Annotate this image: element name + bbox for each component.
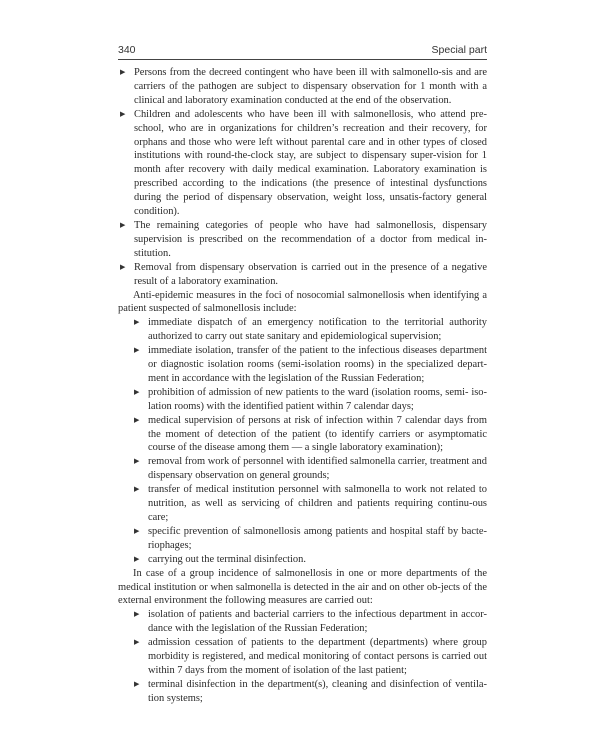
list-item: ▶ isolation of patients and bacterial carriers to the infectious department in accor-dance with the legislation of the Russian Federation; [134,609,487,635]
running-header [118,44,487,56]
bullet-triangle-icon: ▶ [134,610,140,619]
bullet-triangle-icon: ▶ [134,415,140,424]
list-item: ▶ specific prevention of salmonellosis among patients and hospital staff by bacte-riophages; [134,525,487,551]
bullet-triangle-icon: ▶ [134,554,140,563]
section-title: Special part [431,44,487,56]
bullet-triangle-icon: ▶ [120,109,126,118]
list-item: ▶ immediate isolation, transfer of the patient to the infectious diseases department or diagnostic isolation rooms (semi-isolation rooms) in the specialized depart-ment in accordance with the legislation of the Russian Federation; [134,345,487,384]
list-item: ▶ prohibition of admission of new patients to the ward (isolation rooms, semi- iso-lation rooms) with the identified patient within 7 calendar days; [134,386,487,412]
list-item: ▶ carrying out the terminal disinfection. [134,553,306,565]
bullet-triangle-icon: ▶ [134,318,140,327]
list-item: ▶ The remaining categories of people who have had salmonellosis, dispensary supervision is prescribed on the recommendation of a doctor from medical in-stitution. [120,219,487,259]
bullet-triangle-icon: ▶ [134,679,140,688]
list-item: ▶ medical supervision of persons at risk of infection within 7 calendar days from the moment of detection of the patient (to identify carriers or asymptomatic course of the disease among them — a single laboratory examination); [134,414,487,454]
list-item: ▶ transfer of medical institution personnel with salmonella to work not related to nutrition, as well as servicing of children and patients requiring continu-ous care; [134,484,487,523]
bullet-triangle-icon: ▶ [120,68,126,76]
group-incidence-measures-list [118,608,487,705]
body-text [118,66,487,706]
list-item: ▶ Persons from the decreed contingent who have been ill with salmonello-sis and are carriers of the pathogen are subject to dispensary observation for 1 month with a clinical and laboratory examination conducted at the end of the observation. [120,67,487,106]
header-divider [118,59,487,60]
list-item: ▶ admission cessation of patients to the department (departments) where group morbidity is registered, and medical monitoring of contact persons is carried out within 7 days from the moment of isolation of the last patient; [134,637,487,676]
list-item: ▶ removal from work of personnel with identified salmonella carrier, treatment and dispensary observation on general grounds; [134,456,487,482]
bullet-triangle-icon: ▶ [134,485,140,494]
bullet-triangle-icon: ▶ [134,387,140,396]
bullet-triangle-icon: ▶ [120,262,126,271]
page-number: 340 [118,44,136,56]
list-item: ▶ Removal from dispensary observation is carried out in the presence of a negative result of a laboratory examination. [120,261,487,287]
bullet-triangle-icon: ▶ [134,526,140,535]
list-item: ▶ Children and adolescents who have been ill with salmonellosis, who attend pre-school, who are in organizations for children’s recreation and their recovery, for orphans and those who were left without parental care and in other types of closed institutions with round-the-clock stay, are subject to dispensary super-vision for 1 month after recovery with daily medical examination. Laboratory examination is prescribed according to the indications (the presence of intestinal dysfunctions during the period of dispensary observation, weight loss, unsatis-factory general condition). [120,108,487,218]
list-item: ▶ immediate dispatch of an emergency notification to the territorial authority authorized to carry out state sanitary and epidemiological supervision; [134,317,487,343]
bullet-triangle-icon: ▶ [134,638,140,647]
nosocomial-measures-list [118,316,487,566]
paragraph-group-incidence: In case of a group incidence of salmonellosis in one or more departments of the medical institution or when salmonella is detected in the air and on other ob-jects of the external environment the following measures are carried out: [118,567,487,607]
list-item: ▶ terminal disinfection in the department(s), cleaning and disinfection of ventila-tion systems; [134,678,487,704]
paragraph-nosocomial-measures: Anti-epidemic measures in the foci of nosocomial salmonellosis when identifying a patient suspected of salmonellosis include: [118,289,487,315]
bullet-triangle-icon: ▶ [134,346,140,355]
bullet-triangle-icon: ▶ [134,457,140,466]
followup-observation-list [118,66,487,289]
bullet-triangle-icon: ▶ [120,220,126,229]
